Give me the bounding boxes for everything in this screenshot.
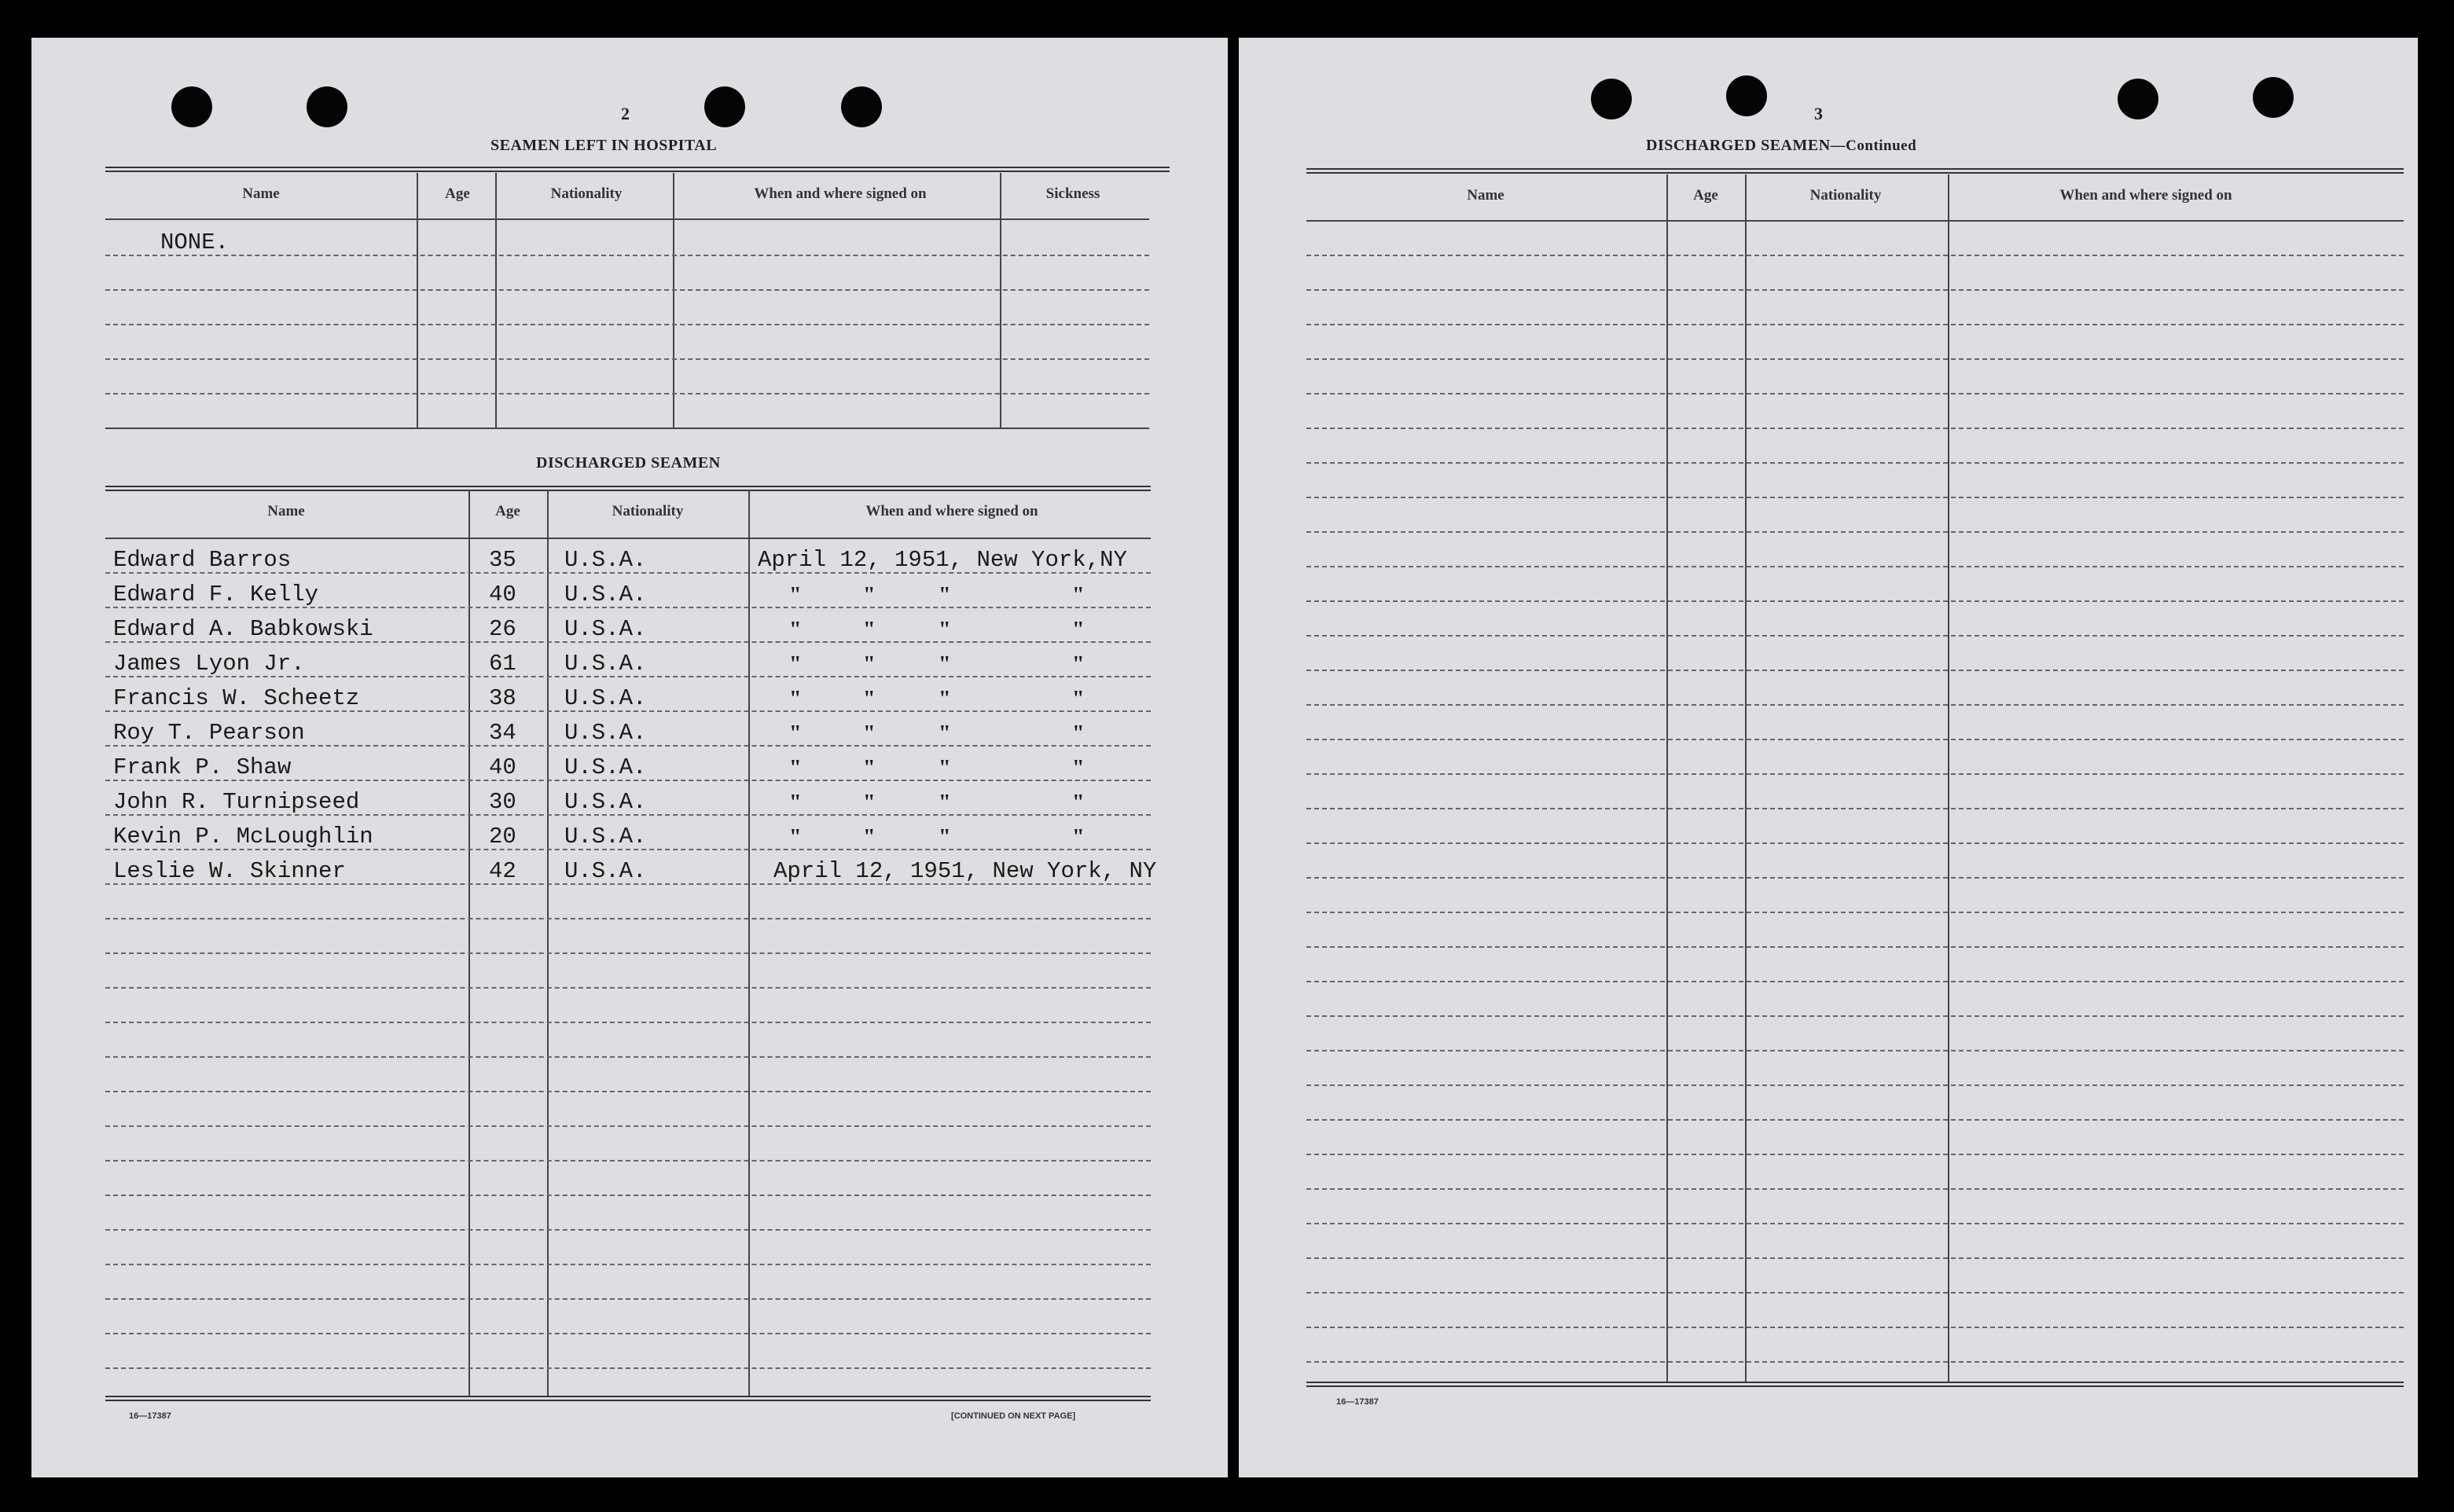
ditto-mark: " [939,618,951,642]
discharged-row-line [105,1091,1151,1092]
punch-hole [171,86,212,127]
discharged-row-line [105,1125,1151,1127]
discharged-col-divider [748,490,750,1396]
seaman-age: 20 [489,824,516,850]
discharged-col-age: Age [495,503,520,519]
discharged-row-line [105,1160,1151,1162]
seaman-age: 61 [489,651,516,677]
continued-row-line [1306,808,2404,809]
discharged-row-line [105,1195,1151,1196]
seaman-age: 40 [489,582,516,607]
continued-row-line [1306,289,2404,291]
continued-row-line [1306,704,2404,706]
ditto-mark: " [789,721,802,746]
continued-row-line [1306,358,2404,360]
hospital-row-line [105,393,1149,395]
seaman-nationality: U.S.A. [564,651,647,677]
discharged-table-top-rule [105,486,1151,491]
continued-row-line [1306,1361,2404,1363]
seaman-nationality: U.S.A. [564,754,647,780]
discharged-row-line [105,1333,1151,1334]
hospital-table-bottom-rule [105,428,1149,429]
discharged-row-line [105,952,1151,954]
continued-row-line [1306,1188,2404,1190]
continued-note: [CONTINUED ON NEXT PAGE] [951,1411,1076,1421]
ditto-mark: " [863,825,876,850]
continued-row-line [1306,842,2404,844]
continued-row-line [1306,635,2404,637]
ditto-mark: " [939,825,951,850]
discharged-row-line [105,1229,1151,1231]
discharged-col-signed-on: When and where signed on [865,503,1038,519]
continued-row-line [1306,1084,2404,1086]
continued-row-line [1306,1223,2404,1224]
hospital-col-divider [1000,173,1001,429]
section-title-main: DISCHARGED SEAMEN [1646,137,1831,154]
discharged-row-line [105,1298,1151,1300]
form-number: 16—17387 [129,1411,171,1421]
seaman-name: Kevin P. McLoughlin [113,824,373,850]
hospital-col-nationality: Nationality [550,185,623,202]
seaman-signed-on: April 12, 1951, New York, NY [773,858,1157,884]
discharged-col-nationality: Nationality [612,503,684,519]
ditto-mark: " [939,583,951,607]
continued-row-line [1306,1015,2404,1017]
seaman-name: James Lyon Jr. [113,651,305,677]
hospital-col-name: Name [242,185,280,202]
seaman-signed-on: April 12, 1951, New York,NY [758,547,1127,573]
continued-row-line [1306,600,2404,602]
ditto-mark: " [1072,687,1085,711]
left-page [31,38,1228,1477]
hospital-row-line [105,255,1149,256]
ditto-mark: " [863,652,876,677]
discharged-row-line [105,1022,1151,1023]
discharged-row-line [105,987,1151,989]
continued-col-age: Age [1693,187,1718,204]
ditto-mark: " [789,687,802,711]
continued-row-line [1306,912,2404,913]
seaman-nationality: U.S.A. [564,824,647,850]
punch-hole [1591,79,1632,119]
hospital-table-header-rule [105,218,1149,220]
continued-row-line [1306,393,2404,395]
continued-col-name: Name [1467,187,1504,204]
continued-row-line [1306,1154,2404,1155]
discharged-section-title: DISCHARGED SEAMEN [536,454,721,472]
hospital-col-divider [495,173,497,429]
discharged-row-line [105,918,1151,919]
hospital-row-line [105,358,1149,360]
seaman-age: 35 [489,547,516,573]
punch-hole [2118,79,2158,119]
hospital-col-age: Age [445,185,470,202]
continued-row-line [1306,946,2404,948]
seaman-age: 26 [489,616,516,642]
discharged-continued-title [1646,137,1916,155]
punch-hole [307,86,347,127]
discharged-col-name: Name [267,503,305,519]
seaman-name: Edward Barros [113,547,292,573]
hospital-entry-none: NONE. [160,229,230,255]
discharged-table-header-rule [105,538,1151,539]
continued-col-divider [1745,174,1747,1383]
seaman-name: Francis W. Scheetz [113,685,360,711]
continued-row-line [1306,497,2404,498]
hospital-col-divider [673,173,674,429]
continued-row-line [1306,1257,2404,1259]
continued-col-divider [1666,174,1668,1383]
discharged-row-line [105,1056,1151,1058]
continued-table-bottom-rule [1306,1382,2404,1387]
page-number: 2 [621,104,630,123]
seaman-age: 30 [489,789,516,815]
hospital-col-sickness: Sickness [1045,185,1100,202]
seaman-age: 38 [489,685,516,711]
ditto-mark: " [939,652,951,677]
page-number: 3 [1814,104,1823,123]
seaman-name: Edward A. Babkowski [113,616,373,642]
seaman-nationality: U.S.A. [564,685,647,711]
ditto-mark: " [789,618,802,642]
hospital-row-line [105,324,1149,325]
hospital-row-line [105,289,1149,291]
continued-row-line [1306,1327,2404,1328]
continued-table-header-rule [1306,220,2404,222]
discharged-col-divider [547,490,549,1396]
ditto-mark: " [1072,791,1085,815]
ditto-mark: " [789,791,802,815]
seaman-name: Edward F. Kelly [113,582,319,607]
seaman-age: 40 [489,754,516,780]
ditto-mark: " [863,756,876,780]
continued-table-top-rule [1306,168,2404,174]
ditto-mark: " [789,756,802,780]
seaman-name: Leslie W. Skinner [113,858,346,884]
continued-row-line [1306,1119,2404,1121]
ditto-mark: " [789,652,802,677]
ditto-mark: " [1072,721,1085,746]
ditto-mark: " [1072,825,1085,850]
punch-hole [1726,75,1767,116]
right-page [1239,38,2418,1477]
seaman-name: Frank P. Shaw [113,754,292,780]
seaman-nationality: U.S.A. [564,789,647,815]
ditto-mark: " [1072,618,1085,642]
continued-row-line [1306,531,2404,533]
continued-row-line [1306,877,2404,879]
ditto-mark: " [789,825,802,850]
ditto-mark: " [863,721,876,746]
hospital-col-divider [417,173,418,429]
ditto-mark: " [1072,756,1085,780]
section-title-suffix: —Continued [1830,138,1917,154]
seaman-nationality: U.S.A. [564,720,647,746]
continued-row-line [1306,773,2404,775]
ditto-mark: " [1072,652,1085,677]
discharged-row-line [105,1264,1151,1265]
seaman-nationality: U.S.A. [564,547,647,573]
punch-hole [2253,77,2294,118]
seaman-nationality: U.S.A. [564,582,647,607]
continued-col-signed-on: When and where signed on [2059,187,2232,204]
punch-hole [841,86,882,127]
hospital-table-top-rule [105,167,1170,172]
continued-col-divider [1948,174,1949,1383]
ditto-mark: " [939,791,951,815]
hospital-col-signed-on: When and where signed on [754,185,927,202]
continued-row-line [1306,981,2404,982]
ditto-mark: " [863,687,876,711]
discharged-col-divider [468,490,470,1396]
seaman-nationality: U.S.A. [564,858,647,884]
seaman-name: Roy T. Pearson [113,720,305,746]
continued-row-line [1306,324,2404,325]
ditto-mark: " [939,687,951,711]
ditto-mark: " [1072,583,1085,607]
ditto-mark: " [863,791,876,815]
ditto-mark: " [789,583,802,607]
ditto-mark: " [939,756,951,780]
ditto-mark: " [939,721,951,746]
form-number: 16—17387 [1336,1397,1379,1407]
hospital-section-title: SEAMEN LEFT IN HOSPITAL [490,137,718,154]
ditto-mark: " [863,618,876,642]
continued-row-line [1306,1050,2404,1051]
continued-row-line [1306,428,2404,429]
continued-row-line [1306,670,2404,671]
seaman-age: 42 [489,858,516,884]
continued-row-line [1306,255,2404,256]
discharged-table-bottom-rule [105,1396,1151,1401]
discharged-row-line [105,1367,1151,1369]
continued-row-line [1306,566,2404,567]
continued-row-line [1306,1292,2404,1294]
continued-row-line [1306,739,2404,740]
ditto-mark: " [863,583,876,607]
punch-hole [704,86,745,127]
seaman-name: John R. Turnipseed [113,789,360,815]
continued-col-nationality: Nationality [1809,187,1882,204]
seaman-nationality: U.S.A. [564,616,647,642]
seaman-age: 34 [489,720,516,746]
continued-row-line [1306,462,2404,464]
